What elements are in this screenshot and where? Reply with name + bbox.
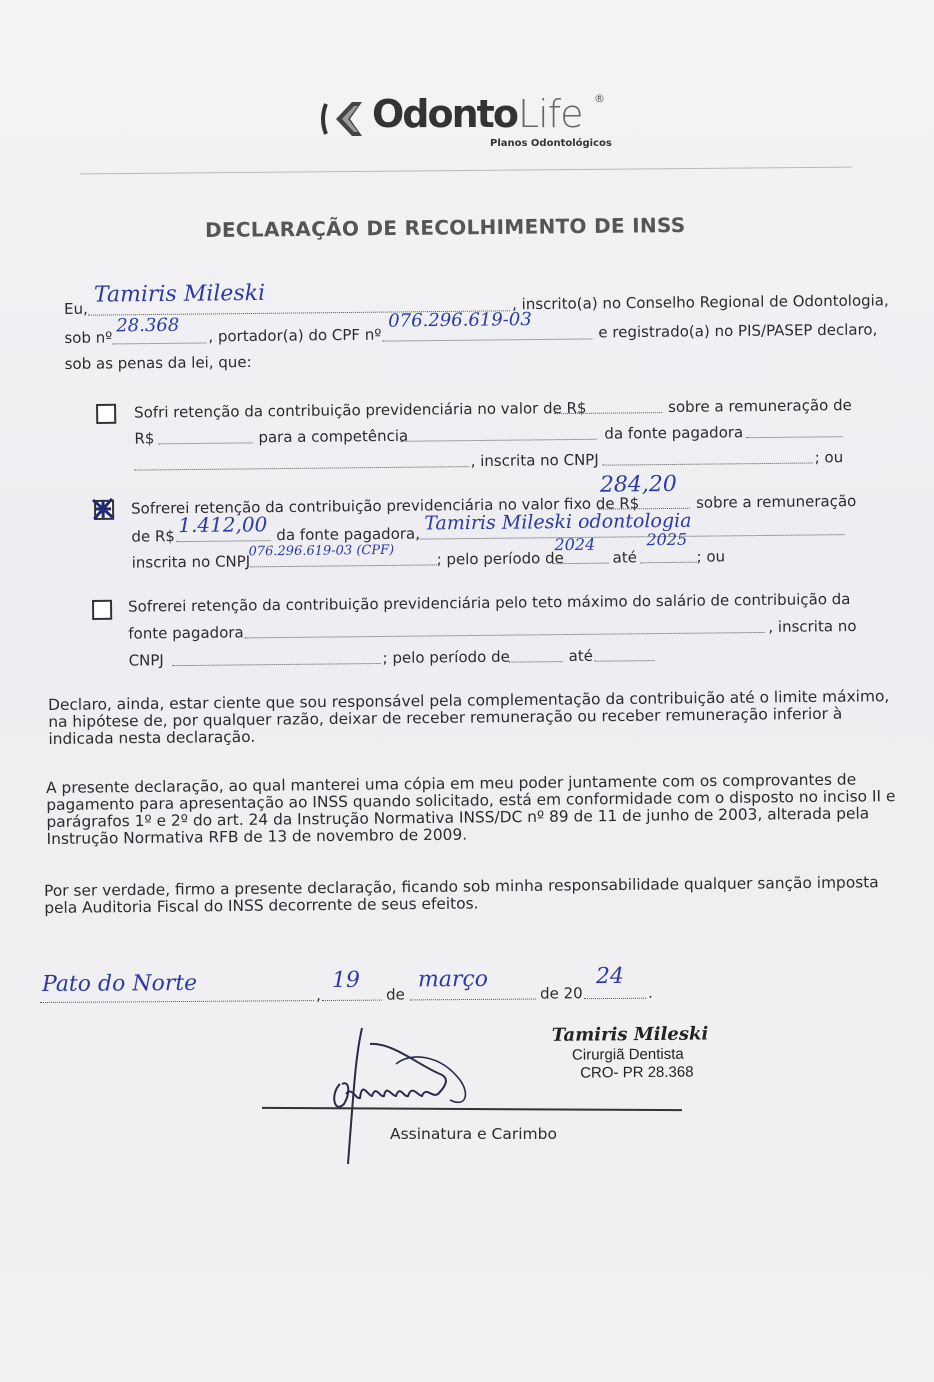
intro-portador: , portador(a) do CPF nº	[208, 325, 382, 346]
option-2-text-3b: ; pelo período de	[436, 549, 564, 569]
logo-tagline: Planos Odontológicos	[490, 138, 612, 149]
option-2-text-3a: inscrita no CNPJ	[131, 552, 251, 572]
city-handwritten: Pato do Norte	[41, 970, 198, 997]
logo-brand-bold: Odonto	[372, 92, 517, 136]
intro-sob-n: sob nº	[64, 328, 113, 347]
intro-eu: Eu,	[63, 299, 88, 318]
professional-stamp	[548, 1023, 749, 1085]
option-2-text-1b: sobre a remuneração	[695, 492, 857, 512]
option-2-fonte-handwritten: Tamiris Mileski odontologia	[424, 509, 692, 535]
month-handwritten: março	[417, 966, 489, 993]
option-3-text-2a: fonte pagadora	[128, 623, 244, 643]
stamp-name: Tamiris Mileski	[551, 1023, 709, 1046]
option-2-remun-handwritten: 1.412,00	[178, 512, 268, 538]
option-3-text-1: Sofrerei retenção da contribuição previdenciária pelo teto máximo do salário de contribuição da	[127, 590, 851, 616]
city-line	[40, 1000, 314, 1003]
month-line	[410, 999, 536, 1001]
option-1-text-1b: sobre a remuneração de	[668, 396, 852, 417]
stamp-role: Cirurgiã Dentista	[571, 1045, 684, 1064]
option-1-text-2c: da fonte pagadora	[604, 423, 744, 443]
option-1-text-3a: , inscrita no CNPJ	[470, 450, 599, 471]
date-comma: ,	[315, 986, 321, 1005]
stamp-cro: CRO- PR 28.368	[580, 1063, 694, 1082]
date-de-1: de	[385, 985, 405, 1004]
logo-brand-light: Life	[518, 92, 583, 136]
page-title: DECLARAÇÃO DE RECOLHIMENTO DE INSS	[204, 212, 686, 242]
date-period: .	[647, 983, 653, 1002]
day-line	[322, 1000, 382, 1001]
intro-penas: sob as penas da lei, que:	[64, 352, 252, 373]
year-line	[584, 998, 646, 999]
day-handwritten: 19	[331, 967, 361, 993]
option-2-from-handwritten: 2024	[554, 534, 596, 555]
option-1-text-3b: ; ou	[814, 448, 844, 467]
option-3-text-3c: até	[568, 646, 594, 666]
option-2-text-2a: de R$	[131, 527, 175, 546]
paragraph-verdade: Por ser verdade, firmo a presente declaração, ficando sob minha responsabilidade qualquer sanção imposta pela Auditoria Fiscal do INSS decorrente de seus efeitos.	[43, 873, 879, 917]
option-2-value-handwritten: 284,20	[599, 471, 677, 498]
option-2-to-handwritten: 2025	[646, 529, 688, 550]
option-3-text-2b: , inscrita no	[768, 616, 857, 636]
option-3-text-3b: ; pelo período de	[382, 647, 510, 667]
option-1-text-2b: para a competência	[258, 426, 409, 447]
option-2-text-2b: da fonte pagadora,	[276, 524, 421, 545]
date-de-2: de 20	[539, 984, 583, 1003]
option-1-text-1a: Sofri retenção da contribuição previdenciária no valor de R$	[134, 398, 587, 422]
handwritten-signature-icon	[300, 1024, 490, 1174]
option-2-text-1a: Sofrerei retenção da contribuição previdenciária no valor fixo de R$	[130, 494, 640, 518]
cro-handwritten: 28.368	[116, 314, 180, 337]
year-handwritten: 24	[595, 963, 625, 990]
signature-label: Assinatura e Carimbo	[390, 1125, 557, 1143]
logo-registered: ®	[594, 92, 605, 105]
paragraph-presente: A presente declaração, ao qual manterei uma cópia em meu poder juntamente com os comprovantes de pagamento para apresentação ao INSS quando solicitado, está em conformidade com o disposto no inciso II e parágrafos 1º e 2º do art. 24 da Instrução Normativa INSS/DC nº 89 de 11 de junho de 2003, alterada pela Instrução Normativa RFB de 13 de novembro de 2009.	[45, 770, 896, 848]
option-2-text-3c: até	[612, 548, 638, 567]
intro-after-name: , inscrito(a) no Conselho Regional de Odontologia,	[511, 291, 889, 314]
option-3-text-3a: CNPJ	[128, 651, 164, 670]
cpf-handwritten: 076.296.619-03	[388, 309, 532, 332]
option-1-text-2a: R$	[134, 429, 155, 448]
paragraph-declaro: Declaro, ainda, estar ciente que sou responsável pela complementação da contribuição até o limite máximo, na hipótese de, por qualquer razão, deixar de receber remuneração ou receber remuneração inferior à indicada nesta declaração.	[47, 687, 890, 748]
option-2-text-3d: ; ou	[696, 547, 726, 566]
intro-registrado: e registrado(a) no PIS/PASEP declaro,	[598, 320, 878, 342]
name-handwritten: Tamiris Mileski	[93, 280, 266, 308]
option-2-cnpj-handwritten: 076.296.619-03 (CPF)	[248, 542, 395, 560]
